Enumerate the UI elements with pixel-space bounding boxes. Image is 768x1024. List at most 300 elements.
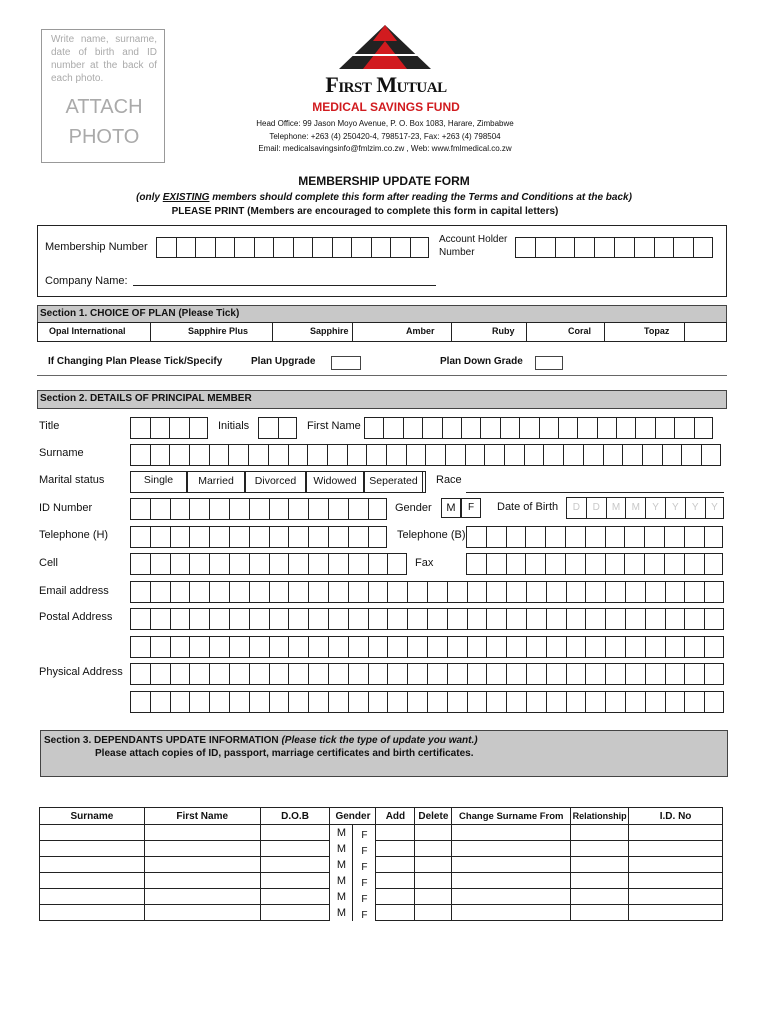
char-box[interactable] bbox=[150, 526, 170, 548]
char-box[interactable] bbox=[368, 498, 388, 520]
char-box[interactable] bbox=[332, 237, 352, 258]
char-box[interactable] bbox=[467, 636, 487, 658]
char-box[interactable] bbox=[150, 498, 170, 520]
table-cell[interactable] bbox=[415, 889, 452, 905]
table-cell[interactable] bbox=[415, 841, 452, 857]
char-box[interactable] bbox=[308, 608, 328, 630]
gender-m-cell[interactable] bbox=[330, 873, 353, 889]
table-cell[interactable] bbox=[260, 889, 330, 905]
char-box[interactable] bbox=[563, 444, 583, 466]
char-box[interactable] bbox=[506, 691, 526, 713]
char-box[interactable] bbox=[209, 498, 229, 520]
char-box[interactable] bbox=[467, 691, 487, 713]
table-cell[interactable] bbox=[452, 889, 571, 905]
char-box[interactable] bbox=[605, 636, 625, 658]
telephone-b-input[interactable] bbox=[466, 526, 723, 548]
gender-m-cell[interactable] bbox=[330, 825, 353, 841]
char-box[interactable] bbox=[348, 553, 368, 575]
char-box[interactable] bbox=[189, 417, 209, 439]
char-box[interactable] bbox=[585, 636, 605, 658]
char-box[interactable] bbox=[156, 237, 176, 258]
char-box[interactable] bbox=[684, 581, 704, 603]
char-box[interactable] bbox=[701, 444, 721, 466]
char-box[interactable] bbox=[427, 636, 447, 658]
char-box[interactable] bbox=[585, 581, 605, 603]
char-box[interactable] bbox=[368, 608, 388, 630]
char-box[interactable] bbox=[681, 444, 701, 466]
table-cell[interactable] bbox=[376, 889, 415, 905]
char-box[interactable] bbox=[150, 444, 170, 466]
char-box[interactable] bbox=[594, 237, 614, 258]
char-box[interactable] bbox=[308, 498, 328, 520]
char-box[interactable] bbox=[368, 581, 388, 603]
char-box[interactable] bbox=[328, 663, 348, 685]
char-box[interactable] bbox=[684, 691, 704, 713]
char-box[interactable] bbox=[566, 691, 586, 713]
char-box[interactable] bbox=[525, 526, 545, 548]
char-box[interactable] bbox=[427, 608, 447, 630]
char-box[interactable] bbox=[526, 581, 546, 603]
char-box[interactable] bbox=[644, 526, 664, 548]
char-box[interactable] bbox=[644, 553, 664, 575]
char-box[interactable] bbox=[506, 553, 526, 575]
char-box[interactable] bbox=[500, 417, 519, 439]
char-box[interactable] bbox=[403, 417, 422, 439]
table-cell[interactable] bbox=[571, 873, 629, 889]
physical-address-input-2[interactable] bbox=[130, 691, 724, 713]
char-box[interactable] bbox=[565, 526, 585, 548]
char-box[interactable] bbox=[665, 608, 685, 630]
char-box[interactable] bbox=[308, 636, 328, 658]
char-box[interactable] bbox=[407, 663, 427, 685]
char-box[interactable] bbox=[351, 237, 371, 258]
char-box[interactable] bbox=[546, 691, 566, 713]
char-box[interactable] bbox=[366, 444, 386, 466]
char-box[interactable] bbox=[546, 663, 566, 685]
table-cell[interactable] bbox=[452, 857, 571, 873]
char-box[interactable] bbox=[427, 691, 447, 713]
table-cell[interactable] bbox=[415, 905, 452, 921]
char-box[interactable] bbox=[622, 444, 642, 466]
company-name-input[interactable] bbox=[133, 284, 436, 286]
char-box[interactable] bbox=[170, 553, 190, 575]
char-box[interactable] bbox=[189, 581, 209, 603]
gender-f-cell[interactable] bbox=[353, 873, 376, 889]
char-box[interactable] bbox=[535, 237, 555, 258]
char-box[interactable] bbox=[308, 691, 328, 713]
gender-m-cell[interactable] bbox=[330, 905, 353, 921]
char-box[interactable] bbox=[406, 444, 426, 466]
char-box[interactable] bbox=[526, 608, 546, 630]
char-box[interactable] bbox=[130, 691, 150, 713]
char-box[interactable] bbox=[249, 663, 269, 685]
char-box[interactable] bbox=[684, 553, 704, 575]
char-box[interactable] bbox=[348, 498, 368, 520]
char-box[interactable] bbox=[585, 691, 605, 713]
char-box[interactable] bbox=[368, 691, 388, 713]
char-box[interactable] bbox=[486, 526, 506, 548]
char-box[interactable] bbox=[269, 553, 289, 575]
char-box[interactable] bbox=[189, 444, 209, 466]
gender-m-cell[interactable] bbox=[330, 841, 353, 857]
char-box[interactable] bbox=[506, 636, 526, 658]
char-box[interactable] bbox=[308, 526, 328, 548]
char-box[interactable] bbox=[654, 237, 674, 258]
plan-upgrade-checkbox[interactable] bbox=[331, 356, 361, 370]
char-box[interactable] bbox=[684, 526, 704, 548]
char-box[interactable] bbox=[176, 237, 196, 258]
table-cell[interactable] bbox=[376, 905, 415, 921]
char-box[interactable] bbox=[467, 581, 487, 603]
char-box[interactable] bbox=[605, 608, 625, 630]
char-box[interactable] bbox=[625, 497, 645, 519]
char-box[interactable] bbox=[278, 417, 298, 439]
postal-address-input-1[interactable] bbox=[130, 608, 724, 630]
char-box[interactable] bbox=[546, 608, 566, 630]
table-cell[interactable] bbox=[452, 825, 571, 841]
table-cell[interactable] bbox=[629, 841, 723, 857]
char-box[interactable] bbox=[585, 553, 605, 575]
char-box[interactable] bbox=[566, 663, 586, 685]
table-cell[interactable] bbox=[40, 857, 145, 873]
char-box[interactable] bbox=[546, 581, 566, 603]
char-box[interactable] bbox=[583, 444, 603, 466]
char-box[interactable] bbox=[269, 691, 289, 713]
char-box[interactable] bbox=[586, 497, 606, 519]
char-box[interactable] bbox=[605, 663, 625, 685]
char-box[interactable] bbox=[209, 691, 229, 713]
table-cell[interactable] bbox=[376, 825, 415, 841]
char-box[interactable] bbox=[249, 608, 269, 630]
char-box[interactable] bbox=[258, 417, 278, 439]
char-box[interactable] bbox=[466, 526, 486, 548]
table-cell[interactable] bbox=[452, 905, 571, 921]
char-box[interactable] bbox=[387, 608, 407, 630]
char-box[interactable] bbox=[269, 663, 289, 685]
char-box[interactable] bbox=[585, 663, 605, 685]
gender-f-cell[interactable] bbox=[353, 889, 376, 905]
char-box[interactable] bbox=[645, 691, 665, 713]
gender-f-cell[interactable] bbox=[353, 905, 376, 921]
dob-input[interactable] bbox=[566, 497, 724, 519]
char-box[interactable] bbox=[704, 526, 724, 548]
char-box[interactable] bbox=[229, 581, 249, 603]
char-box[interactable] bbox=[209, 608, 229, 630]
char-box[interactable] bbox=[662, 444, 682, 466]
char-box[interactable] bbox=[447, 691, 467, 713]
char-box[interactable] bbox=[288, 691, 308, 713]
char-box[interactable] bbox=[465, 444, 485, 466]
marital-option[interactable] bbox=[306, 471, 364, 493]
char-box[interactable] bbox=[466, 553, 486, 575]
char-box[interactable] bbox=[169, 417, 189, 439]
char-box[interactable] bbox=[189, 498, 209, 520]
gender-f-cell[interactable] bbox=[353, 841, 376, 857]
char-box[interactable] bbox=[545, 526, 565, 548]
char-box[interactable] bbox=[410, 237, 430, 258]
char-box[interactable] bbox=[624, 553, 644, 575]
marital-option[interactable] bbox=[187, 471, 245, 493]
id-number-input[interactable] bbox=[130, 498, 387, 520]
char-box[interactable] bbox=[605, 526, 625, 548]
membership-number-input[interactable] bbox=[156, 237, 429, 258]
char-box[interactable] bbox=[130, 608, 150, 630]
char-box[interactable] bbox=[546, 636, 566, 658]
char-box[interactable] bbox=[269, 608, 289, 630]
char-box[interactable] bbox=[130, 581, 150, 603]
race-input[interactable] bbox=[466, 492, 724, 493]
char-box[interactable] bbox=[543, 444, 563, 466]
plan-downgrade-checkbox[interactable] bbox=[535, 356, 563, 370]
table-cell[interactable] bbox=[40, 825, 145, 841]
char-box[interactable] bbox=[288, 526, 308, 548]
char-box[interactable] bbox=[673, 237, 693, 258]
char-box[interactable] bbox=[645, 581, 665, 603]
table-cell[interactable] bbox=[415, 873, 452, 889]
char-box[interactable] bbox=[447, 636, 467, 658]
char-box[interactable] bbox=[704, 553, 724, 575]
char-box[interactable] bbox=[685, 497, 705, 519]
table-cell[interactable] bbox=[144, 873, 260, 889]
marital-option[interactable] bbox=[130, 471, 187, 493]
char-box[interactable] bbox=[664, 526, 684, 548]
char-box[interactable] bbox=[684, 663, 704, 685]
char-box[interactable] bbox=[504, 444, 524, 466]
char-box[interactable] bbox=[665, 636, 685, 658]
char-box[interactable] bbox=[704, 663, 724, 685]
char-box[interactable] bbox=[387, 636, 407, 658]
char-box[interactable] bbox=[249, 581, 269, 603]
table-cell[interactable] bbox=[144, 857, 260, 873]
gender-m-box[interactable] bbox=[441, 498, 461, 518]
char-box[interactable] bbox=[249, 691, 269, 713]
char-box[interactable] bbox=[445, 444, 465, 466]
table-cell[interactable] bbox=[629, 857, 723, 873]
char-box[interactable] bbox=[674, 417, 693, 439]
char-box[interactable] bbox=[229, 691, 249, 713]
char-box[interactable] bbox=[422, 417, 441, 439]
char-box[interactable] bbox=[209, 636, 229, 658]
char-box[interactable] bbox=[130, 526, 150, 548]
char-box[interactable] bbox=[704, 691, 724, 713]
char-box[interactable] bbox=[655, 417, 674, 439]
char-box[interactable] bbox=[574, 237, 594, 258]
table-cell[interactable] bbox=[144, 889, 260, 905]
email-input[interactable] bbox=[130, 581, 724, 603]
char-box[interactable] bbox=[269, 498, 289, 520]
marital-option[interactable] bbox=[245, 471, 306, 493]
char-box[interactable] bbox=[130, 636, 150, 658]
char-box[interactable] bbox=[684, 608, 704, 630]
char-box[interactable] bbox=[585, 608, 605, 630]
char-box[interactable] bbox=[269, 526, 289, 548]
char-box[interactable] bbox=[684, 636, 704, 658]
char-box[interactable] bbox=[506, 608, 526, 630]
char-box[interactable] bbox=[545, 553, 565, 575]
char-box[interactable] bbox=[447, 581, 467, 603]
char-box[interactable] bbox=[705, 497, 725, 519]
char-box[interactable] bbox=[130, 553, 150, 575]
char-box[interactable] bbox=[526, 636, 546, 658]
char-box[interactable] bbox=[273, 237, 293, 258]
char-box[interactable] bbox=[425, 444, 445, 466]
char-box[interactable] bbox=[312, 237, 332, 258]
char-box[interactable] bbox=[327, 444, 347, 466]
title-input[interactable] bbox=[130, 417, 208, 439]
physical-address-input-1[interactable] bbox=[130, 663, 724, 685]
char-box[interactable] bbox=[555, 237, 575, 258]
char-box[interactable] bbox=[328, 498, 348, 520]
char-box[interactable] bbox=[605, 691, 625, 713]
char-box[interactable] bbox=[189, 691, 209, 713]
char-box[interactable] bbox=[484, 444, 504, 466]
char-box[interactable] bbox=[506, 526, 526, 548]
char-box[interactable] bbox=[486, 636, 506, 658]
char-box[interactable] bbox=[254, 237, 274, 258]
char-box[interactable] bbox=[229, 663, 249, 685]
char-box[interactable] bbox=[249, 498, 269, 520]
char-box[interactable] bbox=[209, 444, 229, 466]
char-box[interactable] bbox=[288, 444, 308, 466]
char-box[interactable] bbox=[566, 636, 586, 658]
char-box[interactable] bbox=[665, 581, 685, 603]
char-box[interactable] bbox=[368, 663, 388, 685]
char-box[interactable] bbox=[130, 444, 150, 466]
char-box[interactable] bbox=[525, 553, 545, 575]
char-box[interactable] bbox=[150, 636, 170, 658]
char-box[interactable] bbox=[308, 663, 328, 685]
char-box[interactable] bbox=[645, 608, 665, 630]
gender-f-cell[interactable] bbox=[353, 857, 376, 873]
table-cell[interactable] bbox=[571, 841, 629, 857]
char-box[interactable] bbox=[328, 526, 348, 548]
char-box[interactable] bbox=[486, 553, 506, 575]
char-box[interactable] bbox=[603, 444, 623, 466]
cell-input[interactable] bbox=[130, 553, 407, 575]
char-box[interactable] bbox=[597, 417, 616, 439]
char-box[interactable] bbox=[328, 691, 348, 713]
gender-m-cell[interactable] bbox=[330, 857, 353, 873]
char-box[interactable] bbox=[229, 636, 249, 658]
table-cell[interactable] bbox=[144, 825, 260, 841]
char-box[interactable] bbox=[209, 581, 229, 603]
table-cell[interactable] bbox=[571, 857, 629, 873]
char-box[interactable] bbox=[387, 663, 407, 685]
char-box[interactable] bbox=[150, 581, 170, 603]
char-box[interactable] bbox=[614, 237, 634, 258]
char-box[interactable] bbox=[625, 581, 645, 603]
char-box[interactable] bbox=[467, 663, 487, 685]
char-box[interactable] bbox=[307, 444, 327, 466]
char-box[interactable] bbox=[566, 497, 586, 519]
char-box[interactable] bbox=[486, 608, 506, 630]
char-box[interactable] bbox=[467, 608, 487, 630]
char-box[interactable] bbox=[229, 608, 249, 630]
table-cell[interactable] bbox=[376, 873, 415, 889]
postal-address-input-2[interactable] bbox=[130, 636, 724, 658]
table-cell[interactable] bbox=[571, 905, 629, 921]
char-box[interactable] bbox=[585, 526, 605, 548]
gender-f-box[interactable] bbox=[461, 498, 481, 518]
char-box[interactable] bbox=[694, 417, 713, 439]
char-box[interactable] bbox=[308, 581, 328, 603]
fax-input[interactable] bbox=[466, 553, 723, 575]
char-box[interactable] bbox=[480, 417, 499, 439]
char-box[interactable] bbox=[447, 663, 467, 685]
char-box[interactable] bbox=[328, 581, 348, 603]
char-box[interactable] bbox=[624, 526, 644, 548]
photo-box[interactable] bbox=[41, 29, 165, 163]
char-box[interactable] bbox=[447, 608, 467, 630]
char-box[interactable] bbox=[519, 417, 538, 439]
char-box[interactable] bbox=[515, 237, 535, 258]
gender-m-cell[interactable] bbox=[330, 889, 353, 905]
table-cell[interactable] bbox=[40, 905, 145, 921]
char-box[interactable] bbox=[249, 553, 269, 575]
char-box[interactable] bbox=[645, 497, 665, 519]
char-box[interactable] bbox=[288, 608, 308, 630]
char-box[interactable] bbox=[371, 237, 391, 258]
char-box[interactable] bbox=[693, 237, 713, 258]
char-box[interactable] bbox=[348, 581, 368, 603]
char-box[interactable] bbox=[170, 526, 190, 548]
char-box[interactable] bbox=[566, 608, 586, 630]
char-box[interactable] bbox=[293, 237, 313, 258]
char-box[interactable] bbox=[605, 581, 625, 603]
char-box[interactable] bbox=[645, 636, 665, 658]
char-box[interactable] bbox=[368, 526, 388, 548]
char-box[interactable] bbox=[664, 553, 684, 575]
char-box[interactable] bbox=[442, 417, 461, 439]
table-cell[interactable] bbox=[260, 841, 330, 857]
char-box[interactable] bbox=[526, 691, 546, 713]
char-box[interactable] bbox=[642, 444, 662, 466]
char-box[interactable] bbox=[506, 663, 526, 685]
char-box[interactable] bbox=[288, 581, 308, 603]
char-box[interactable] bbox=[606, 497, 626, 519]
char-box[interactable] bbox=[461, 417, 480, 439]
char-box[interactable] bbox=[288, 553, 308, 575]
char-box[interactable] bbox=[368, 553, 388, 575]
char-box[interactable] bbox=[407, 636, 427, 658]
char-box[interactable] bbox=[150, 553, 170, 575]
table-cell[interactable] bbox=[260, 905, 330, 921]
char-box[interactable] bbox=[665, 497, 685, 519]
char-box[interactable] bbox=[234, 237, 254, 258]
char-box[interactable] bbox=[625, 663, 645, 685]
char-box[interactable] bbox=[506, 581, 526, 603]
char-box[interactable] bbox=[170, 636, 190, 658]
table-cell[interactable] bbox=[376, 857, 415, 873]
char-box[interactable] bbox=[524, 444, 544, 466]
char-box[interactable] bbox=[229, 526, 249, 548]
char-box[interactable] bbox=[195, 237, 215, 258]
char-box[interactable] bbox=[390, 237, 410, 258]
char-box[interactable] bbox=[383, 417, 402, 439]
char-box[interactable] bbox=[347, 444, 367, 466]
table-cell[interactable] bbox=[629, 873, 723, 889]
char-box[interactable] bbox=[427, 663, 447, 685]
char-box[interactable] bbox=[364, 417, 383, 439]
char-box[interactable] bbox=[130, 498, 150, 520]
char-box[interactable] bbox=[486, 663, 506, 685]
char-box[interactable] bbox=[269, 636, 289, 658]
char-box[interactable] bbox=[566, 581, 586, 603]
char-box[interactable] bbox=[130, 663, 150, 685]
char-box[interactable] bbox=[170, 498, 190, 520]
table-cell[interactable] bbox=[376, 841, 415, 857]
char-box[interactable] bbox=[150, 663, 170, 685]
